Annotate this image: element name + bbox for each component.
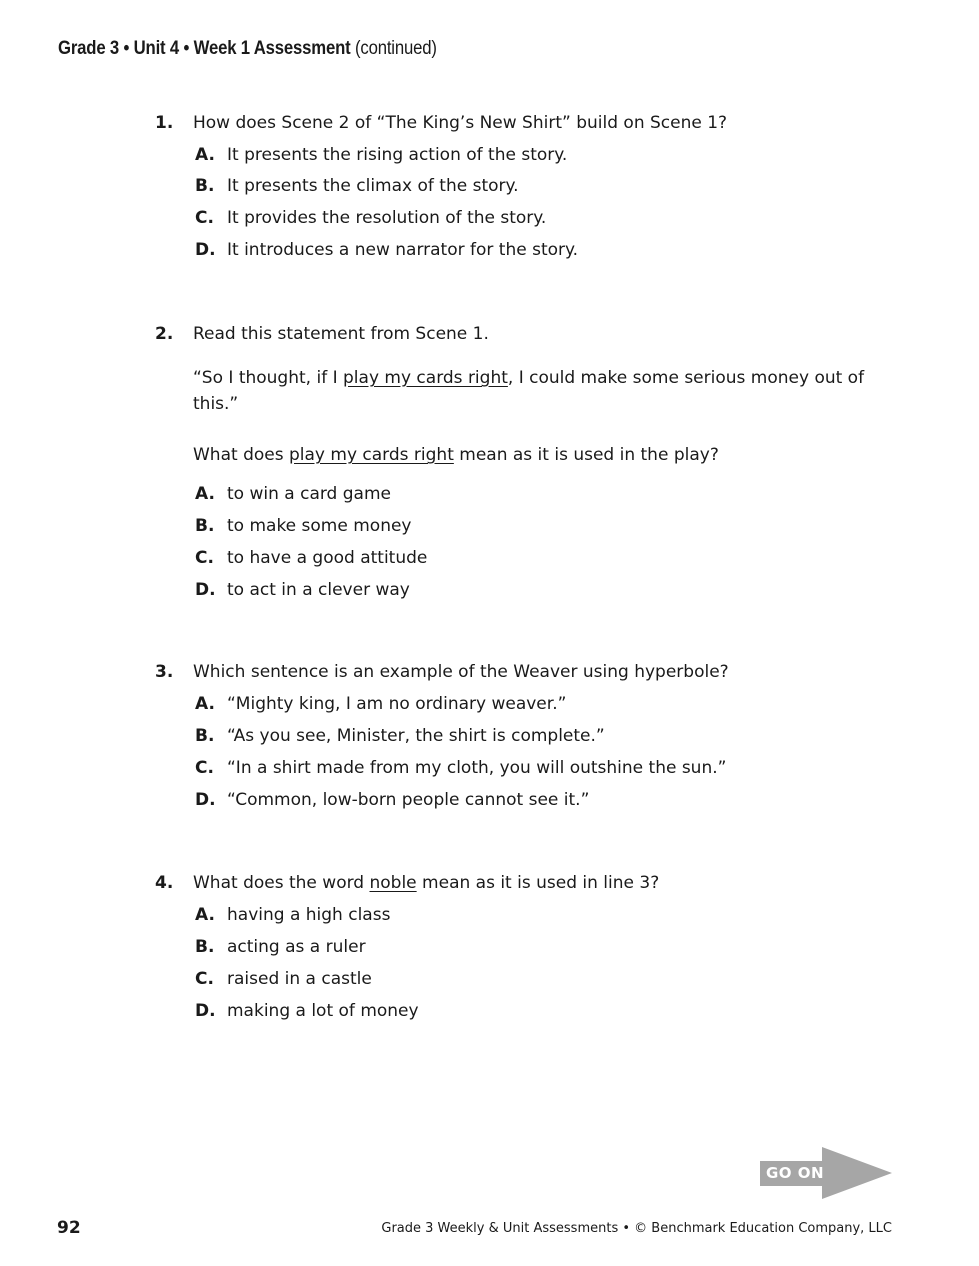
choice-letter: D.: [195, 1001, 216, 1021]
choice-letter: D.: [195, 240, 216, 260]
quoted-statement: “So I thought, if I play my cards right, I could make some serious money out of this.”: [193, 368, 865, 414]
choice-text: It provides the resolution of the story.: [227, 208, 547, 228]
choice-a[interactable]: [195, 691, 566, 717]
choice-text: to win a card game: [227, 484, 391, 504]
choice-d[interactable]: [195, 577, 410, 603]
choice-a[interactable]: [195, 902, 390, 928]
choice-text: to act in a clever way: [227, 580, 410, 600]
choice-a[interactable]: [195, 481, 391, 507]
choice-d[interactable]: [195, 998, 419, 1024]
choice-text: “Common, low-born people cannot see it.”: [227, 790, 590, 810]
choice-d[interactable]: [195, 787, 589, 813]
question-prompt: What does play my cards right mean as it is used in the play?: [193, 445, 719, 465]
go-on-label: GO ON: [766, 1164, 825, 1182]
header-continued: (continued): [355, 38, 437, 59]
choice-text: It introduces a new narrator for the story.: [227, 240, 579, 260]
choice-letter: A.: [195, 905, 215, 925]
choice-text: having a high class: [227, 905, 391, 925]
choice-letter: C.: [195, 758, 214, 778]
choice-letter: A.: [195, 145, 215, 165]
question-number: 1.: [155, 113, 174, 133]
choice-text: It presents the rising action of the story.: [227, 145, 568, 165]
underlined-phrase: play my cards right: [288, 445, 454, 465]
choice-c[interactable]: [195, 545, 427, 571]
page-header: [58, 38, 437, 60]
choice-text: acting as a ruler: [227, 937, 366, 957]
question-text: How does Scene 2 of “The King’s New Shirt” build on Scene 1?: [193, 113, 728, 133]
choice-letter: A.: [195, 484, 215, 504]
question-number: 2.: [155, 324, 174, 344]
choice-b[interactable]: [195, 513, 412, 539]
choice-letter: C.: [195, 548, 214, 568]
choice-text: to make some money: [227, 516, 412, 536]
choice-letter: B.: [195, 726, 215, 746]
page-number: 92: [57, 1218, 81, 1238]
header-title: Grade 3 • Unit 4 • Week 1 Assessment: [58, 38, 351, 59]
choice-text: making a lot of money: [227, 1001, 419, 1021]
choice-text: “As you see, Minister, the shirt is complete.”: [227, 726, 605, 746]
choice-d[interactable]: [195, 237, 578, 263]
choice-text: “In a shirt made from my cloth, you will outshine the sun.”: [227, 758, 727, 778]
choice-b[interactable]: [195, 173, 519, 199]
choice-letter: D.: [195, 580, 216, 600]
choice-letter: C.: [195, 208, 214, 228]
question-number: 3.: [155, 662, 174, 682]
footer-credit: Grade 3 Weekly & Unit Assessments • © Benchmark Education Company, LLC: [381, 1221, 892, 1236]
choice-letter: D.: [195, 790, 216, 810]
question-number: 4.: [155, 873, 174, 893]
choice-text: raised in a castle: [227, 969, 372, 989]
choice-c[interactable]: [195, 755, 726, 781]
choice-text: It presents the climax of the story.: [227, 176, 519, 196]
question-text: Read this statement from Scene 1.: [193, 324, 489, 344]
choice-text: “Mighty king, I am no ordinary weaver.”: [227, 694, 567, 714]
question-text: What does the word noble mean as it is used in line 3?: [193, 873, 660, 893]
question-text: Which sentence is an example of the Weaver using hyperbole?: [193, 662, 729, 682]
choice-b[interactable]: [195, 934, 366, 960]
choice-c[interactable]: [195, 966, 372, 992]
choice-letter: B.: [195, 937, 215, 957]
choice-letter: B.: [195, 176, 215, 196]
underlined-phrase: play my cards right: [343, 368, 508, 388]
go-on-arrow[interactable]: [760, 1147, 892, 1199]
choice-b[interactable]: [195, 723, 605, 749]
choice-c[interactable]: [195, 205, 546, 231]
underlined-word: noble: [369, 873, 417, 893]
choice-letter: B.: [195, 516, 215, 536]
choice-a[interactable]: [195, 142, 567, 168]
choice-letter: A.: [195, 694, 215, 714]
choice-letter: C.: [195, 969, 214, 989]
choice-text: to have a good attitude: [227, 548, 428, 568]
